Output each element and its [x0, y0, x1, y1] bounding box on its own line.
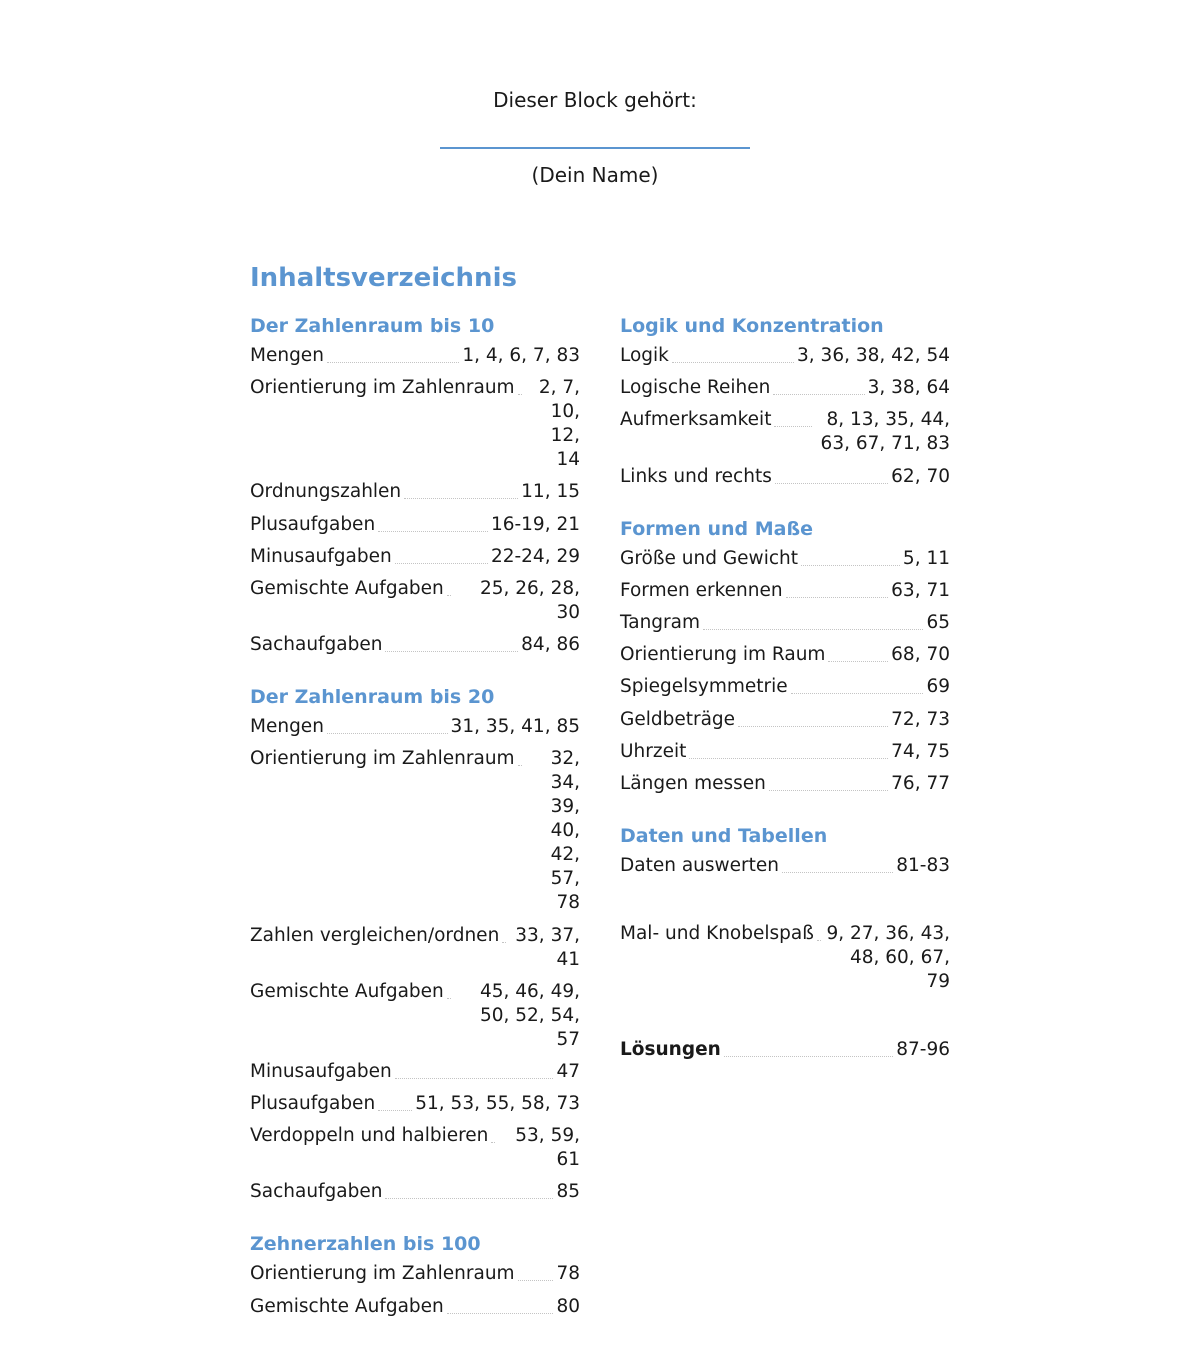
entry-pages: 81-83 — [896, 854, 950, 876]
dot-leader — [774, 408, 812, 427]
entry-pages: 53, 59, 61 — [515, 1125, 580, 1171]
section-title: Zehnerzahlen bis 100 — [250, 1233, 481, 1256]
entry-topic: Formen erkennen — [620, 579, 783, 601]
entry-topic: Orientierung im Zahlenraum — [250, 748, 515, 770]
toc-entry — [250, 980, 580, 1052]
entry-pages: 5, 11 — [902, 547, 950, 569]
entry-pages: 80 — [556, 1295, 580, 1317]
entry-topic: Sachaufgaben — [250, 634, 383, 656]
toc-title: Inhaltsverzeichnis — [250, 263, 517, 293]
entry-topic: Orientierung im Zahlenraum — [250, 377, 515, 399]
dot-leader — [385, 1180, 553, 1199]
entry-topic: Gemischte Aufgaben — [250, 1295, 444, 1317]
dot-leader — [491, 1124, 495, 1143]
toc-entry — [620, 643, 950, 667]
dot-leader — [786, 579, 889, 598]
dot-leader — [817, 922, 821, 941]
toc-entry — [250, 1180, 580, 1204]
toc-entry — [620, 376, 950, 400]
dot-leader — [738, 708, 888, 727]
entry-pages: 9, 27, 36, 43, 48, 60, 67, 79 — [826, 922, 950, 992]
toc-entry — [250, 633, 580, 657]
entry-topic: Gemischte Aufgaben — [250, 577, 444, 599]
entry-pages: 1, 4, 6, 7, 83 — [462, 345, 580, 366]
dot-leader — [801, 547, 900, 566]
toc-section — [620, 515, 950, 796]
toc-entry — [620, 408, 950, 456]
toc-entry — [620, 772, 950, 796]
entry-topic: Minusaufgaben — [250, 1060, 392, 1082]
entry-pages: 63, 71 — [891, 579, 950, 601]
toc-entry — [620, 579, 950, 603]
toc-entry — [250, 715, 580, 739]
entry-pages: 3, 38, 64 — [867, 377, 950, 399]
entry-pages: 85 — [556, 1181, 580, 1203]
entry-topic: Daten auswerten — [620, 854, 780, 876]
toc-entry — [620, 708, 950, 732]
entry-topic: Sachaufgaben — [250, 1181, 383, 1203]
section-title: Der Zahlenraum bis 20 — [250, 686, 495, 709]
toc-section — [620, 922, 950, 994]
dot-leader — [502, 924, 506, 943]
entry-pages: 78 — [556, 1263, 580, 1285]
entry-pages: 2, 7, 10, 12, 14 — [538, 377, 580, 471]
entry-pages: 47 — [556, 1060, 580, 1082]
toc-entry — [620, 611, 950, 635]
dot-leader — [395, 545, 488, 564]
toc-entry — [620, 740, 950, 764]
entry-topic: Geldbeträge — [620, 708, 736, 730]
toc-entry — [250, 924, 580, 972]
entry-topic: Verdoppeln und halbieren — [250, 1125, 489, 1147]
entry-topic: Längen messen — [620, 772, 766, 794]
dot-leader — [385, 633, 518, 652]
entry-topic: Gemischte Aufgaben — [250, 980, 444, 1002]
dot-leader — [689, 740, 888, 759]
toc-entry — [250, 376, 580, 472]
owner-area — [0, 84, 1190, 191]
toc-entry — [250, 1262, 580, 1286]
entry-topic: Plusaufgaben — [250, 513, 376, 535]
toc-entry — [250, 577, 580, 625]
entry-topic: Zahlen vergleichen/ordnen — [250, 924, 500, 946]
entry-pages: 84, 86 — [521, 634, 580, 656]
toc-column-left — [250, 312, 580, 1345]
owner-label: Dieser Block gehört: — [493, 88, 697, 112]
toc-entry — [250, 1060, 580, 1084]
entry-topic: Größe und Gewicht — [620, 547, 798, 569]
name-hint: (Dein Name) — [531, 163, 659, 187]
entry-pages: 72, 73 — [891, 708, 950, 730]
toc-entry — [620, 675, 950, 699]
dot-leader — [703, 611, 923, 630]
toc-entry — [250, 480, 580, 504]
entry-topic: Aufmerksamkeit — [620, 409, 772, 431]
dot-leader — [518, 376, 522, 395]
toc-section — [620, 1038, 950, 1062]
entry-pages: 68, 70 — [891, 644, 950, 666]
dot-leader — [404, 480, 518, 499]
entry-topic: Minusaufgaben — [250, 545, 392, 567]
entry-topic: Orientierung im Raum — [620, 644, 826, 666]
toc-entry — [250, 1295, 580, 1319]
dot-leader — [724, 1038, 893, 1057]
toc-section — [250, 1230, 580, 1318]
entry-pages: 31, 35, 41, 85 — [450, 716, 580, 738]
dot-leader — [378, 1092, 412, 1111]
entry-pages: 3, 36, 38, 42, 54 — [797, 345, 950, 366]
entry-topic: Mengen — [250, 716, 324, 738]
dot-leader — [672, 344, 794, 363]
toc-entry — [620, 465, 950, 489]
section-title: Formen und Maße — [620, 517, 814, 540]
dot-leader — [447, 980, 451, 999]
entry-pages: 74, 75 — [891, 740, 950, 762]
entry-topic: Ordnungszahlen — [250, 481, 402, 503]
entry-pages: 22-24, 29 — [490, 545, 580, 567]
toc-section — [620, 822, 950, 878]
dot-leader — [775, 465, 888, 484]
toc-entry — [620, 344, 950, 368]
entry-pages: 76, 77 — [891, 772, 950, 794]
entry-topic: Links und rechts — [620, 465, 772, 487]
section-title: Der Zahlenraum bis 10 — [250, 315, 495, 337]
dot-leader — [518, 1262, 554, 1281]
dot-leader — [769, 772, 888, 791]
toc-section — [620, 312, 950, 489]
toc-entry — [620, 922, 950, 994]
section-title: Daten und Tabellen — [620, 824, 828, 847]
dot-leader — [518, 747, 522, 766]
entry-pages: 32, 34, 39, 40, 42, 57, 78 — [550, 748, 580, 914]
entry-pages: 65 — [926, 611, 950, 633]
entry-pages: 87-96 — [896, 1038, 950, 1060]
entry-pages: 11, 15 — [521, 481, 580, 503]
entry-topic: Mengen — [250, 345, 324, 366]
dot-leader — [828, 643, 888, 662]
entry-topic: Orientierung im Zahlenraum — [250, 1263, 515, 1285]
dot-leader — [327, 715, 448, 734]
entry-topic: Spiegelsymmetrie — [620, 676, 788, 698]
entry-pages: 45, 46, 49, 50, 52, 54, 57 — [479, 980, 580, 1050]
toc-entry — [250, 1124, 580, 1172]
entry-pages: 8, 13, 35, 44, 63, 67, 71, 83 — [820, 409, 950, 455]
toc-section — [250, 312, 580, 657]
entry-topic: Lösungen — [620, 1038, 721, 1060]
dot-leader — [327, 344, 459, 363]
entry-topic: Plusaufgaben — [250, 1093, 376, 1115]
dot-leader — [395, 1060, 554, 1079]
entry-topic: Tangram — [620, 611, 701, 633]
toc-entry — [250, 1092, 580, 1116]
toc-entry — [250, 344, 580, 368]
toc-entry — [620, 547, 950, 571]
section-title: Logik und Konzentration — [620, 315, 884, 337]
dot-leader — [378, 513, 488, 532]
entry-topic: Logische Reihen — [620, 377, 771, 399]
entry-topic: Uhrzeit — [620, 740, 687, 762]
entry-pages: 25, 26, 28, 30 — [479, 577, 580, 623]
entry-pages: 33, 37, 41 — [515, 924, 580, 970]
dot-leader — [773, 376, 864, 395]
toc-entry — [620, 1038, 950, 1062]
toc-entry — [250, 545, 580, 569]
toc-column-right — [620, 312, 950, 1088]
entry-topic: Mal- und Knobelspaß — [620, 922, 814, 944]
name-line[interactable] — [440, 147, 750, 149]
toc-entry — [250, 747, 580, 915]
toc-entry — [250, 513, 580, 537]
entry-pages: 69 — [926, 676, 950, 698]
toc-section — [250, 683, 580, 1204]
entry-pages: 51, 53, 55, 58, 73 — [415, 1093, 580, 1115]
dot-leader — [782, 854, 893, 873]
entry-pages: 16-19, 21 — [490, 513, 580, 535]
toc-entry — [620, 854, 950, 878]
entry-topic: Logik — [620, 345, 669, 366]
dot-leader — [791, 675, 924, 694]
entry-pages: 62, 70 — [891, 465, 950, 487]
dot-leader — [447, 1295, 554, 1314]
dot-leader — [447, 577, 451, 596]
